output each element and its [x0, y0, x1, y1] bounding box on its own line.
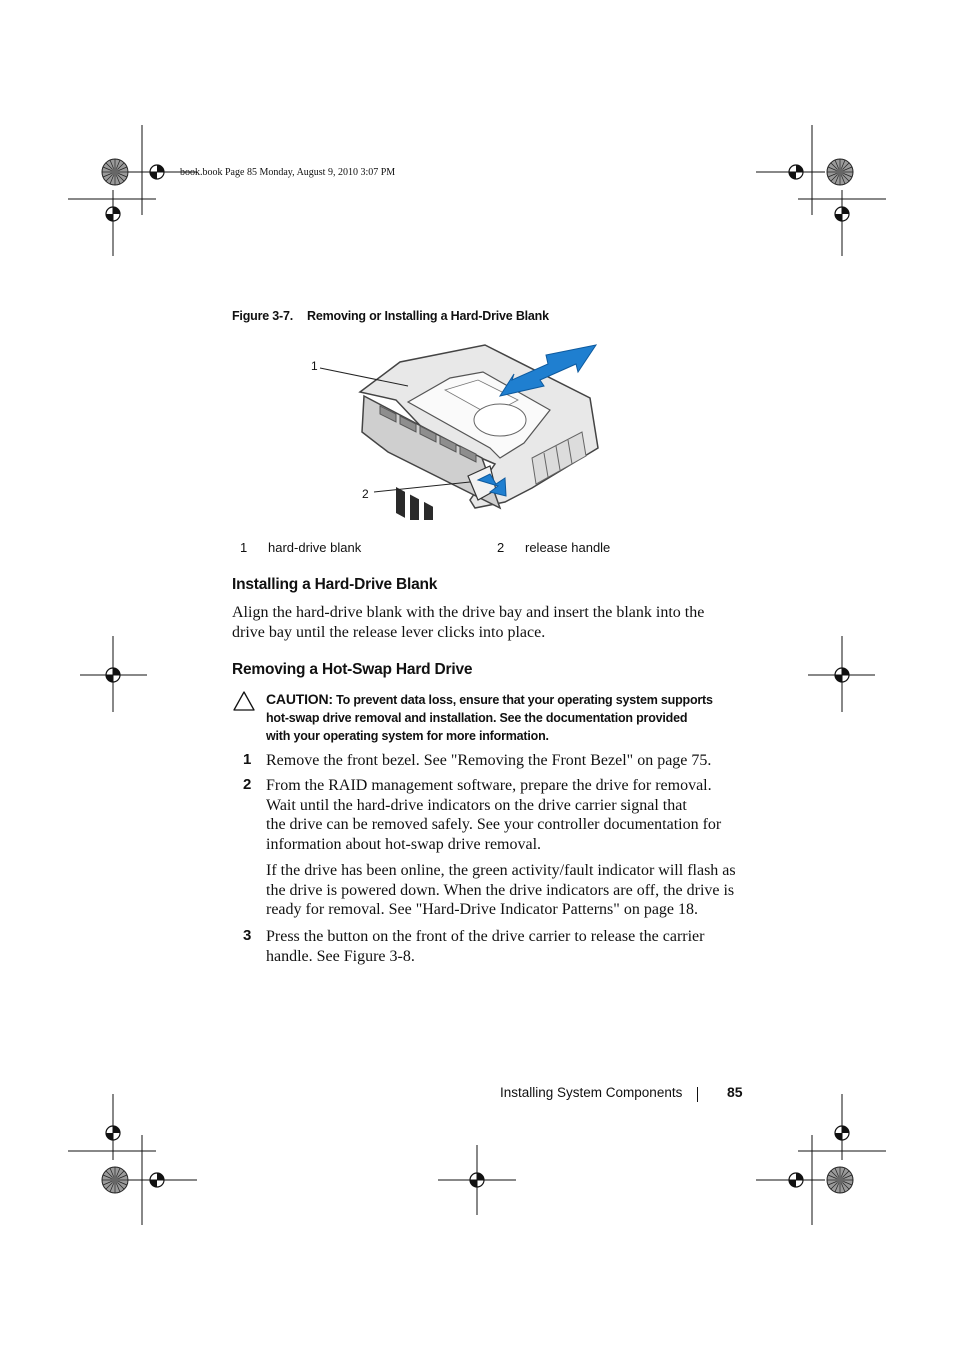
step-line: the drive can be removed safely. See your controller documentation for: [266, 816, 722, 833]
hard-drive-blank-illustration: [300, 340, 610, 520]
caution-label: CAUTION:: [266, 691, 333, 707]
legend-label: release handle: [525, 540, 611, 555]
step-note-line: ready for removal. See "Hard-Drive Indicator Patterns" on page 18.: [266, 901, 699, 918]
step-number: 3: [243, 927, 252, 944]
paragraph-line: drive bay until the release lever clicks into place.: [232, 623, 546, 641]
step-line: handle. See Figure 3-8.: [266, 947, 415, 965]
page-number: 85: [727, 1084, 743, 1100]
step-note-line: If the drive has been online, the green activity/fault indicator will flash as: [266, 862, 736, 879]
step-line: Remove the front bezel. See "Removing the Front Bezel" on page 75.: [266, 752, 712, 769]
legend-number: 1: [240, 540, 248, 555]
legend-item-1: [240, 540, 361, 555]
section-heading-removing: Removing a Hot-Swap Hard Drive: [232, 661, 473, 678]
paragraph-line: Align the hard-drive blank with the drive bay and insert the blank into the: [232, 604, 705, 621]
caution-triangle-icon: [232, 690, 256, 712]
step-number: 2: [243, 776, 252, 793]
figure-number: Figure 3-7.: [232, 309, 294, 323]
step-note-line: the drive is powered down. When the drive indicators are off, the drive is: [266, 881, 735, 899]
legend-item-2: [497, 540, 610, 555]
step-line: Press the button on the front of the drive carrier to release the carrier: [266, 928, 705, 945]
step-line: Wait until the hard-drive indicators on the drive carrier signal that: [266, 796, 687, 814]
installing-paragraph: [232, 603, 752, 642]
figure-caption: [232, 309, 549, 323]
print-info: book.book Page 85 Monday, August 9, 2010 3:07 PM: [180, 167, 396, 178]
callout-2: 2: [362, 487, 369, 501]
step-line: From the RAID management software, prepare the drive for removal.: [266, 777, 712, 794]
step-number: 1: [243, 751, 252, 768]
section-heading-installing: Installing a Hard-Drive Blank: [232, 576, 438, 593]
legend-number: 2: [497, 540, 505, 555]
drive-led-panel: [396, 487, 433, 520]
callout-1: 1: [311, 359, 318, 373]
caution-line: To prevent data loss, ensure that your operating system supports: [336, 693, 713, 707]
figure-title: Removing or Installing a Hard-Drive Blank: [307, 309, 549, 323]
footer-section-title: Installing System Components: [500, 1085, 683, 1100]
step-line: information about hot-swap drive removal.: [266, 835, 542, 853]
footer-separator: [697, 1087, 698, 1102]
caution-line: hot-swap drive removal and installation. See the documentation provided: [266, 711, 688, 725]
caution-line: with your operating system for more information.: [266, 729, 549, 743]
legend-label: hard-drive blank: [268, 540, 362, 555]
